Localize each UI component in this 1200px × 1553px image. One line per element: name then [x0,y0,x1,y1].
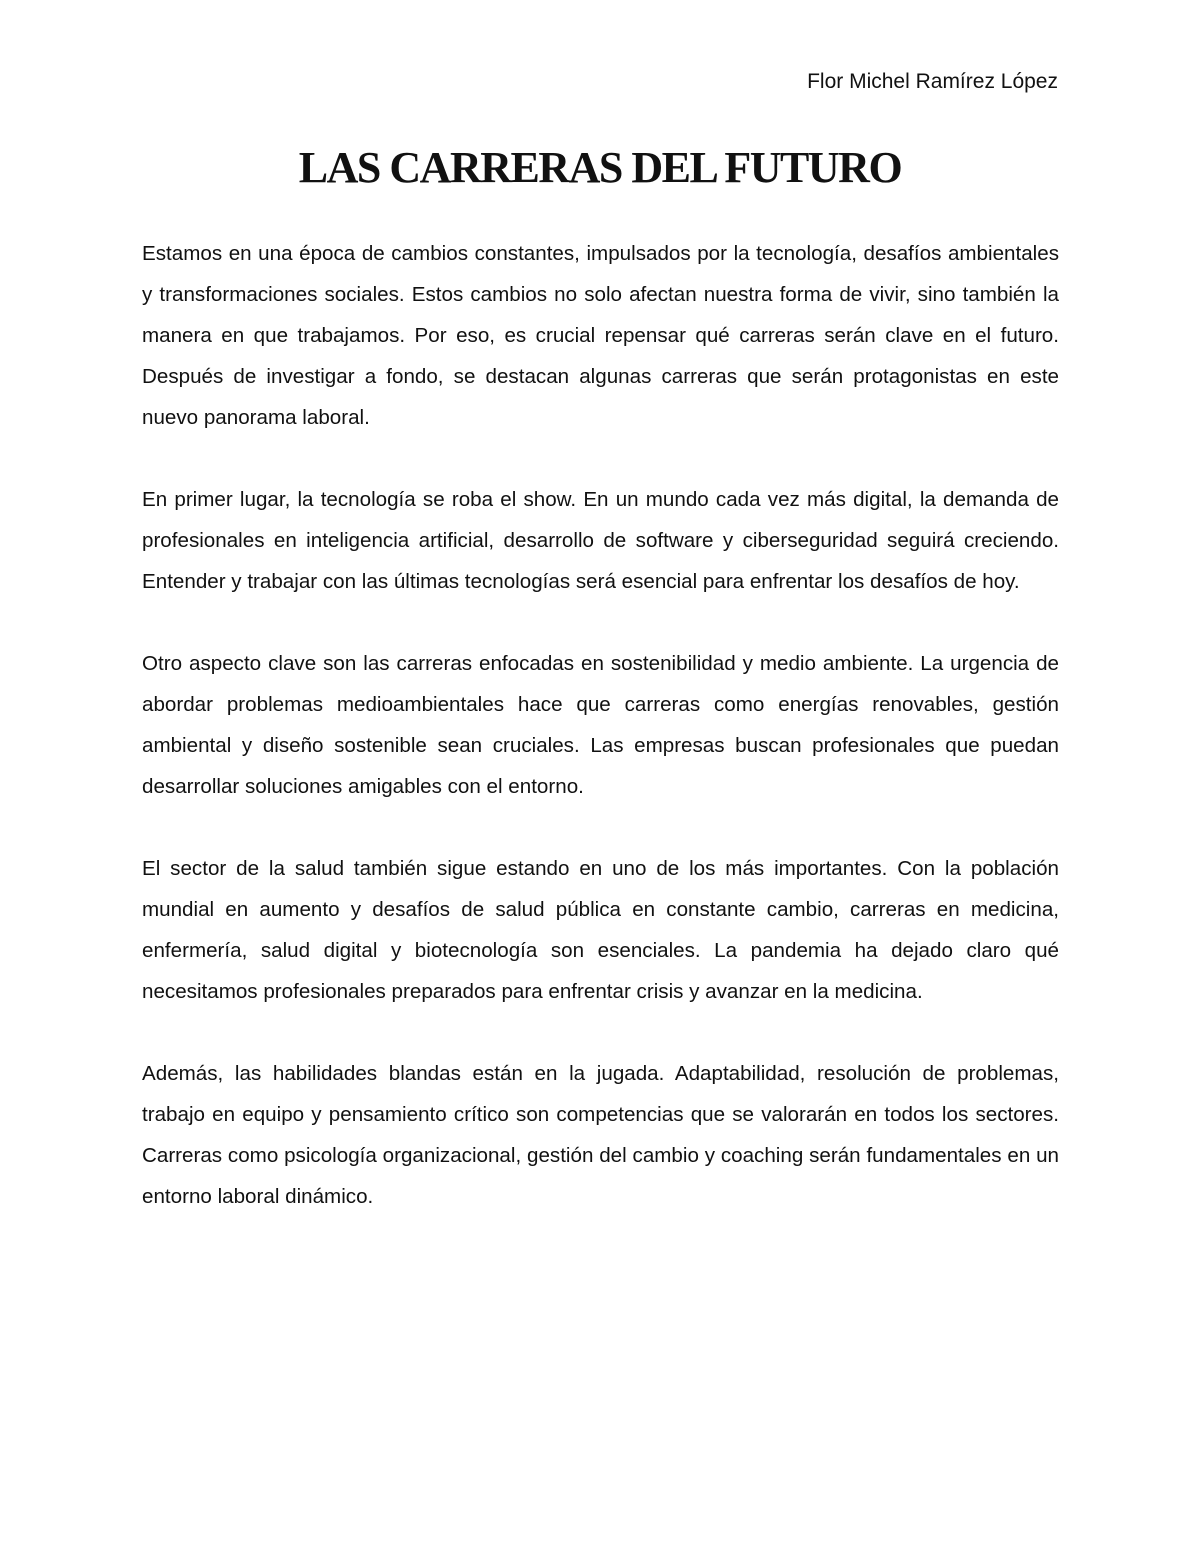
document-body [142,233,1059,1258]
author-name: Flor Michel Ramírez López [807,70,1058,93]
paragraph-soft-skills: Además, las habilidades blandas están en la jugada. Adaptabilidad, resolución de problemas, trabajo en equipo y pensamiento crítico son competencias que se valorarán en todos los sectores. Carreras como psicología organizacional, gestión del cambio y coaching serán fundamentales en un entorno laboral dinámico. [142,1062,1059,1208]
paragraph-technology: En primer lugar, la tecnología se roba el show. En un mundo cada vez más digital, la demanda de profesionales en inteligencia artificial, desarrollo de software y ciberseguridad seguirá creciendo. Entender y trabajar con las últimas tecnologías será esencial para enfrentar los desafíos de hoy. [142,488,1059,593]
paragraph-intro: Estamos en una época de cambios constantes, impulsados por la tecnología, desafíos ambientales y transformaciones sociales. Estos cambios no solo afectan nuestra forma de vivir, sino también la manera en que trabajamos. Por eso, es crucial repensar qué carreras serán clave en el futuro. Después de investigar a fondo, se destacan algunas carreras que serán protagonistas en este nuevo panorama laboral. [142,242,1059,429]
document-title: LAS CARRERAS DEL FUTURO [298,143,902,192]
paragraph-health: El sector de la salud también sigue estando en uno de los más importantes. Con la población mundial en aumento y desafíos de salud pública en constante cambio, carreras en medicina, enfermería, salud digital y biotecnología son esenciales. La pandemia ha dejado claro qué necesitamos profesionales preparados para enfrentar crisis y avanzar en la medicina. [142,857,1059,1003]
paragraph-sustainability: Otro aspecto clave son las carreras enfocadas en sostenibilidad y medio ambiente. La urgencia de abordar problemas medioambientales hace que carreras como energías renovables, gestión ambiental y diseño sostenible sean cruciales. Las empresas buscan profesionales que puedan desarrollar soluciones amigables con el entorno. [142,652,1059,798]
